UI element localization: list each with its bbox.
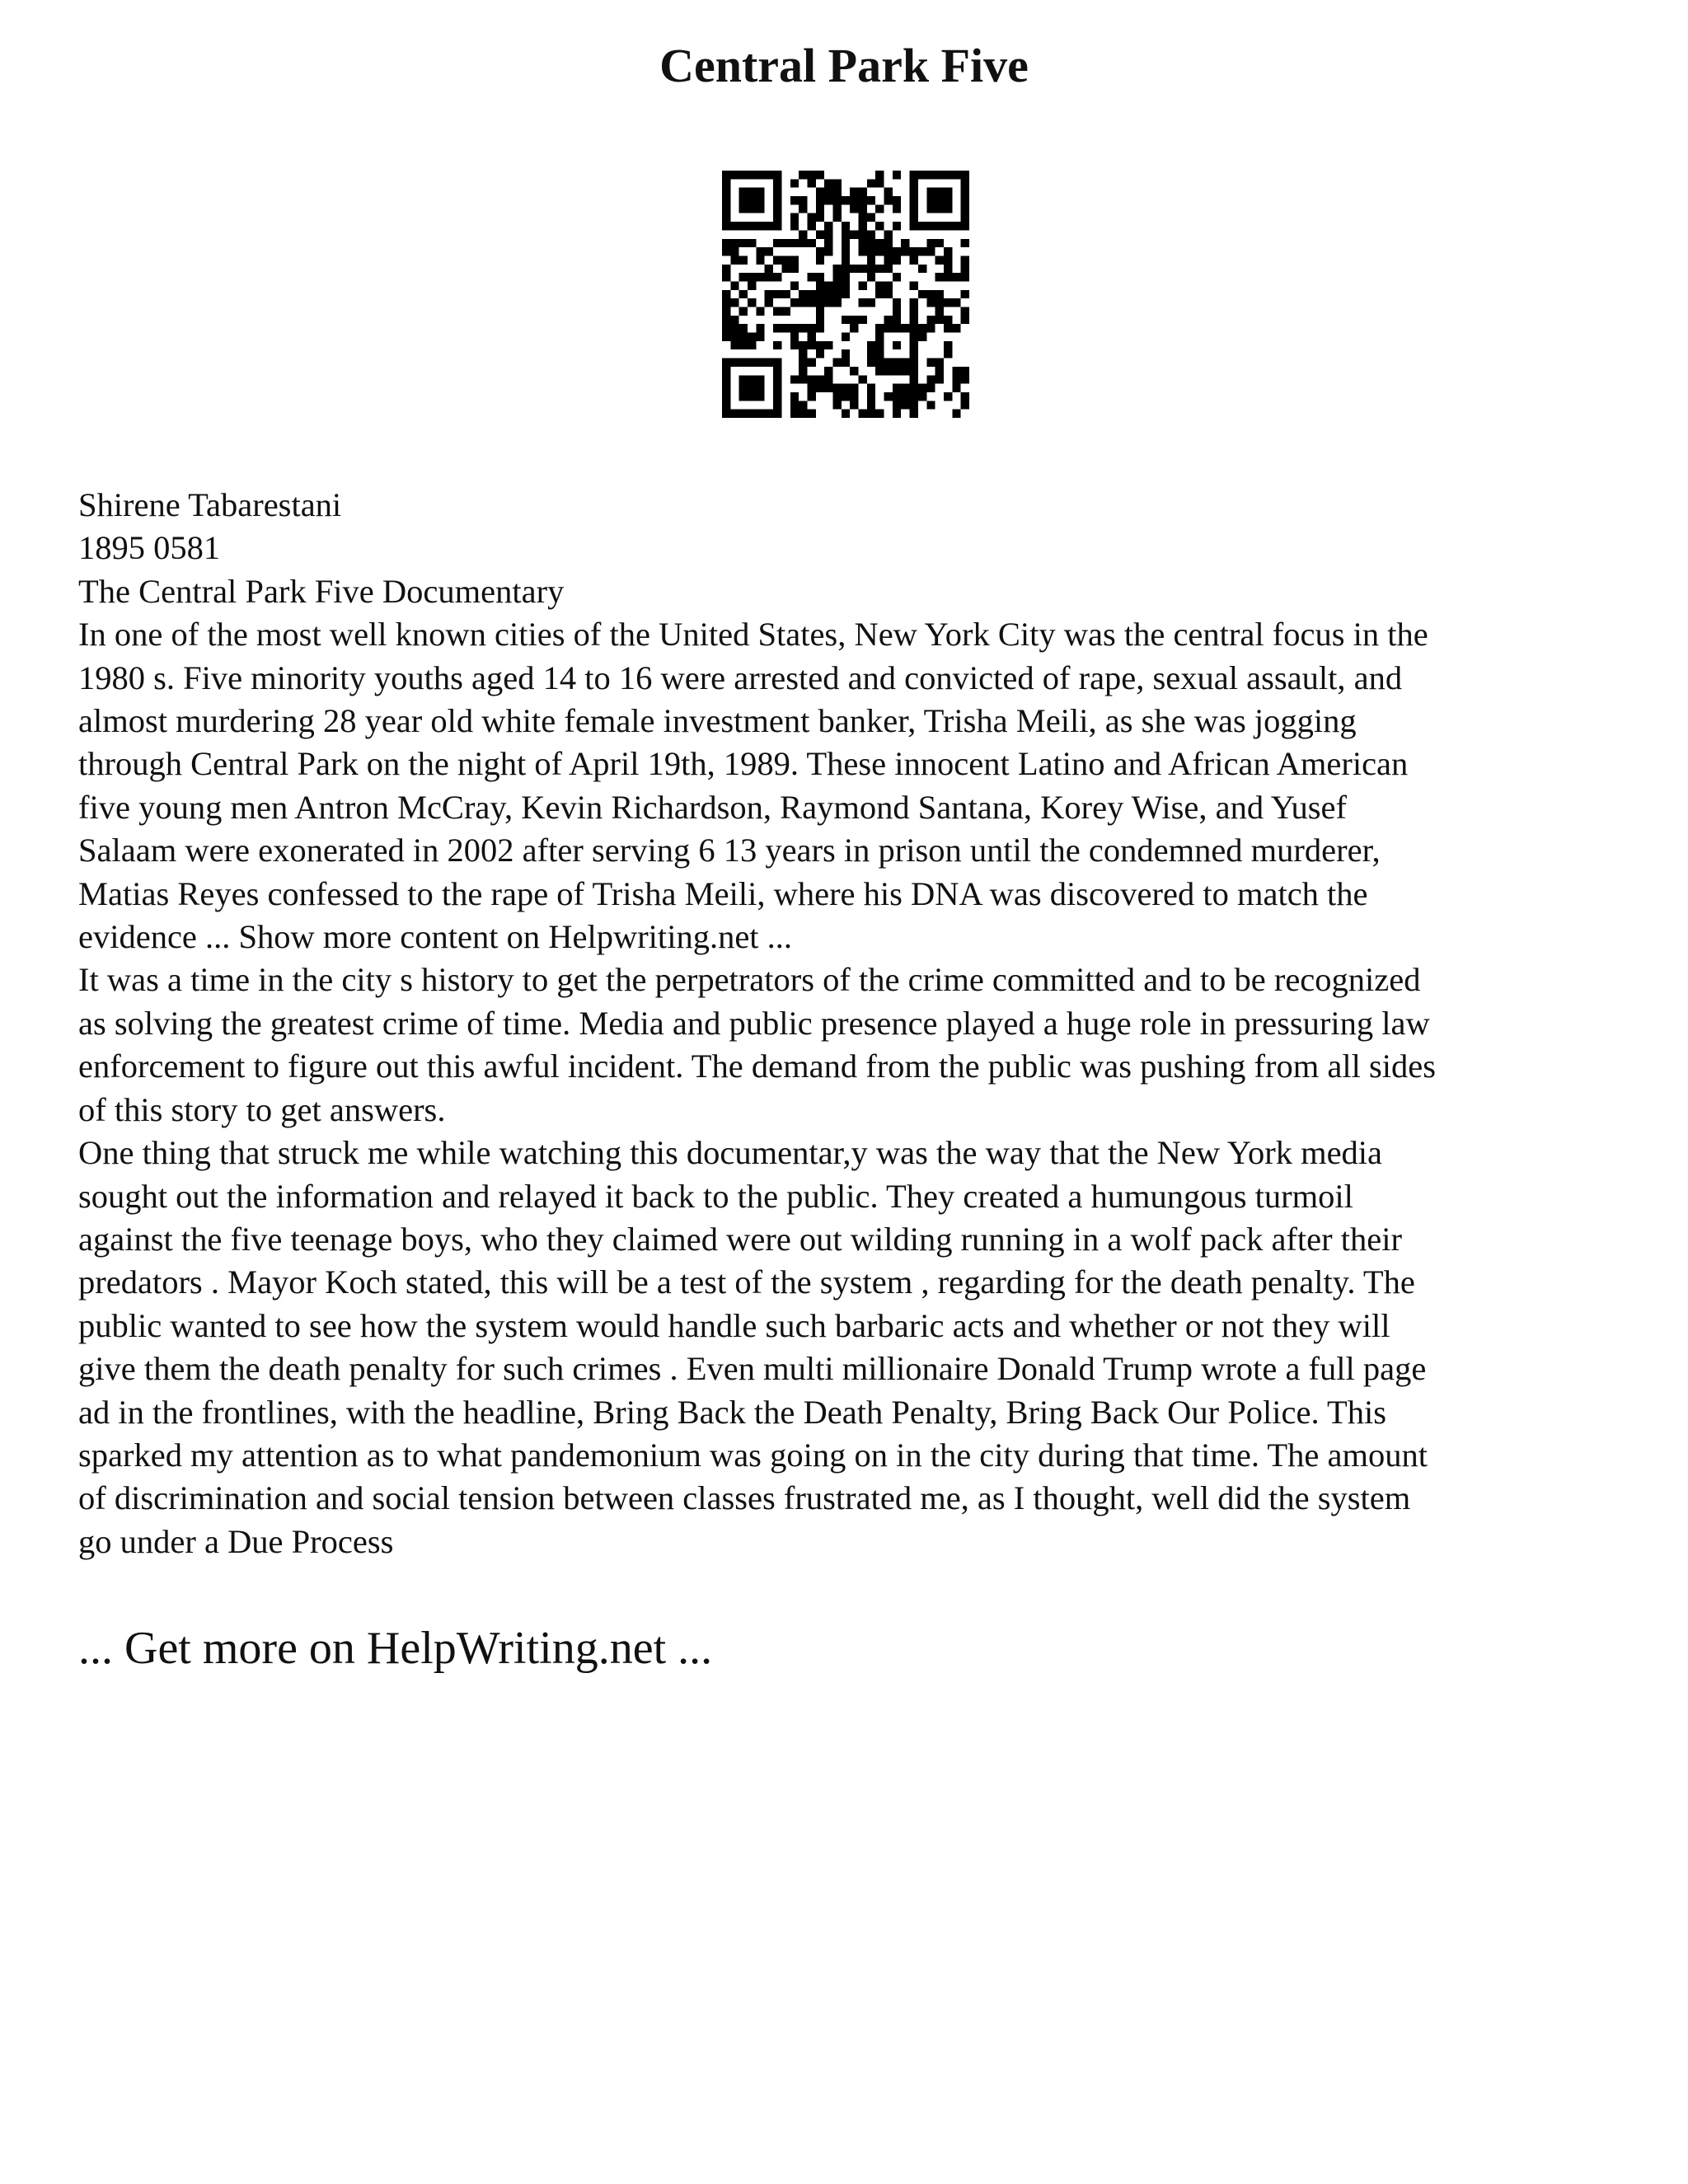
paragraph-line: Matias Reyes confessed to the rape of Trisha Meili, where his DNA was discovered to match the [78, 874, 1368, 912]
paragraph-line: of discrimination and social tension between classes frustrated me, as I thought, well did the system [78, 1479, 1411, 1517]
paragraph-line: sparked my attention as to what pandemonium was going on in the city during that time. The amount [78, 1436, 1428, 1474]
paragraph-line: five young men Antron McCray, Kevin Richardson, Raymond Santana, Korey Wise, and Yusef [78, 788, 1347, 826]
document-body [78, 484, 1620, 1563]
paragraph-line: One thing that struck me while watching this documentar,y was the way that the New York media [78, 1134, 1383, 1172]
document-title: Central Park Five [659, 39, 1029, 92]
paragraph-line: give them the death penalty for such crimes . Even multi millionaire Donald Trump wrote a full page [78, 1350, 1427, 1388]
qr-code-graphic [722, 171, 969, 418]
paragraph-line: In one of the most well known cities of the United States, New York City was the central focus in the [78, 616, 1428, 654]
paragraph-line: predators . Mayor Koch stated, this will be a test of the system , regarding for the death penalty. The [78, 1263, 1415, 1301]
get-more-link[interactable]: ... Get more on HelpWriting.net ... [78, 1623, 713, 1674]
paragraph-line: It was a time in the city s history to get the perpetrators of the crime committed and to be recognized [78, 961, 1421, 999]
paragraph-line: enforcement to figure out this awful incident. The demand from the public was pushing from all sides [78, 1047, 1436, 1085]
student-id: 1895 0581 [78, 529, 221, 567]
paragraph-line: of this story to get answers. [78, 1090, 446, 1128]
paragraph-line: evidence ... Show more content on Helpwriting.net ... [78, 918, 793, 956]
qr-code-icon[interactable] [722, 171, 969, 418]
paragraph-line: public wanted to see how the system would handle such barbaric acts and whether or not they will [78, 1306, 1390, 1344]
paragraph-line: against the five teenage boys, who they claimed were out wilding running in a wolf pack after their [78, 1220, 1402, 1258]
paragraph-line: as solving the greatest crime of time. Media and public presence played a huge role in pressuring law [78, 1004, 1430, 1042]
paragraph-line: 1980 s. Five minority youths aged 14 to 16 were arrested and convicted of rape, sexual assault, and [78, 658, 1403, 696]
author-name: Shirene Tabarestani [78, 486, 342, 523]
paragraph-line: Salaam were exonerated in 2002 after serving 6 13 years in prison until the condemned murderer, [78, 832, 1381, 869]
paragraph-line: through Central Park on the night of April 19th, 1989. These innocent Latino and African American [78, 745, 1409, 783]
paragraph-line: almost murdering 28 year old white female investment banker, Trisha Meili, as she was jogging [78, 702, 1357, 740]
paragraph-line: go under a Due Process [78, 1522, 394, 1560]
essay-subtitle: The Central Park Five Documentary [78, 572, 565, 610]
paragraph-line: ad in the frontlines, with the headline, Bring Back the Death Penalty, Bring Back Our Police. This [78, 1393, 1387, 1431]
paragraph-line: sought out the information and relayed it back to the public. They created a humungous turmoil [78, 1177, 1353, 1215]
